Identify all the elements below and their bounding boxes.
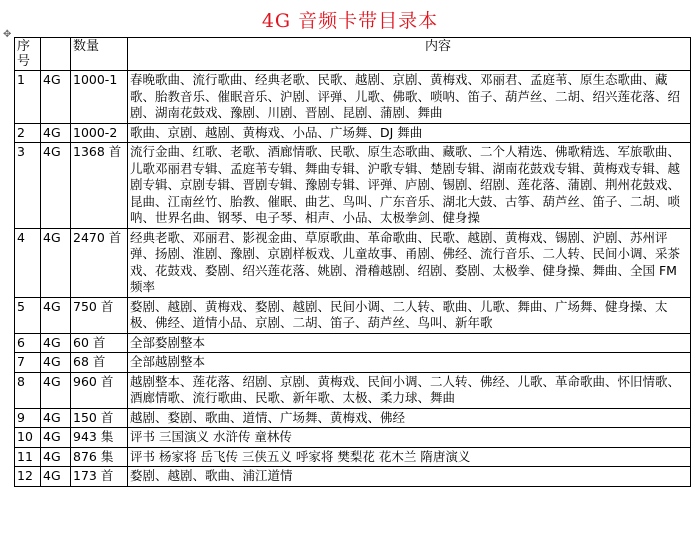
cell-type: 4G (41, 123, 71, 143)
table-header-row (15, 38, 691, 71)
cell-count: 2470 首 (71, 228, 128, 297)
cell-count: 60 首 (71, 333, 128, 353)
table-row (15, 71, 691, 124)
table-move-handle-icon[interactable]: ✥ (3, 29, 12, 40)
header-content: 内容 (128, 38, 691, 71)
cell-count: 943 集 (71, 428, 128, 448)
cell-number: 9 (15, 408, 41, 428)
cell-type: 4G (41, 353, 71, 373)
cell-number: 3 (15, 143, 41, 229)
cell-type: 4G (41, 297, 71, 333)
table-row (15, 123, 691, 143)
cell-content: 评书 杨家将 岳飞传 三侠五义 呼家将 樊梨花 花木兰 隋唐演义 (128, 447, 691, 467)
cell-type: 4G (41, 228, 71, 297)
cell-number: 11 (15, 447, 41, 467)
cell-number: 8 (15, 372, 41, 408)
cell-count: 173 首 (71, 467, 128, 487)
table-row (15, 353, 691, 373)
cell-count: 750 首 (71, 297, 128, 333)
cell-number: 4 (15, 228, 41, 297)
cell-content: 婺剧、越剧、歌曲、浦江道情 (128, 467, 691, 487)
cell-content: 流行金曲、红歌、老歌、酒廊情歌、民歌、原生态歌曲、藏歌、二个人精选、佛歌精选、军旅歌曲、儿歌邓丽君专辑、孟庭苇专辑、舞曲专辑、沪歌专辑、楚剧专辑、湖南花鼓戏专辑、黄梅戏专辑、越剧专辑、京剧专辑、晋剧专辑、豫剧专辑、评弹、庐剧、锡剧、绍剧、莲花落、蒲剧、荆州花鼓戏、昆曲、江南丝竹、胎教、催眠、曲艺、鸟叫、广东音乐、湖北大鼓、古筝、葫芦丝、笛子、二胡、唢呐、世界名曲、钢琴、电子琴、相声、小品、太极拳剑、健身操 (128, 143, 691, 229)
cell-content: 越剧整本、莲花落、绍剧、京剧、黄梅戏、民间小调、二人转、佛经、儿歌、革命歌曲、怀旧情歌、酒廊情歌、流行歌曲、民歌、新年歌、太极、柔力球、舞曲 (128, 372, 691, 408)
cell-type: 4G (41, 143, 71, 229)
table-row (15, 467, 691, 487)
cell-type: 4G (41, 467, 71, 487)
cell-number: 12 (15, 467, 41, 487)
cell-number: 7 (15, 353, 41, 373)
cell-type: 4G (41, 333, 71, 353)
table-row (15, 408, 691, 428)
cell-content: 越剧、婺剧、歌曲、道情、广场舞、黄梅戏、佛经 (128, 408, 691, 428)
header-index: 序号 (15, 38, 41, 71)
table-row (15, 228, 691, 297)
cell-content: 婺剧、越剧、黄梅戏、婺剧、越剧、民间小调、二人转、歌曲、儿歌、舞曲、广场舞、健身操、太极、佛经、道情小品、京剧、二胡、笛子、葫芦丝、鸟叫、新年歌 (128, 297, 691, 333)
cell-number: 5 (15, 297, 41, 333)
cell-type: 4G (41, 408, 71, 428)
header-type (41, 38, 71, 71)
cell-content: 歌曲、京剧、越剧、黄梅戏、小品、广场舞、DJ 舞曲 (128, 123, 691, 143)
cell-count: 876 集 (71, 447, 128, 467)
cell-content: 全部婺剧整本 (128, 333, 691, 353)
cell-number: 1 (15, 71, 41, 124)
header-count: 数量 (71, 38, 128, 71)
cell-content: 经典老歌、邓丽君、影视金曲、草原歌曲、革命歌曲、民歌、越剧、黄梅戏、锡剧、沪剧、苏州评弹、扬剧、淮剧、豫剧、京剧样板戏、儿童故事、甬剧、佛经、流行音乐、二人转、民间小调、采茶戏、花鼓戏、婺剧、绍兴莲花落、姚剧、滑稽越剧、绍剧、婺剧、太极拳、健身操、舞曲、全国 FM 频率 (128, 228, 691, 297)
table-row (15, 428, 691, 448)
cell-content: 全部越剧整本 (128, 353, 691, 373)
cell-content: 评书 三国演义 水浒传 童林传 (128, 428, 691, 448)
table-row (15, 372, 691, 408)
cell-type: 4G (41, 428, 71, 448)
table-row (15, 297, 691, 333)
cell-type: 4G (41, 71, 71, 124)
catalog-table (14, 37, 691, 487)
cell-number: 6 (15, 333, 41, 353)
cell-count: 960 首 (71, 372, 128, 408)
table-row (15, 333, 691, 353)
cell-number: 2 (15, 123, 41, 143)
cell-count: 150 首 (71, 408, 128, 428)
cell-count: 1368 首 (71, 143, 128, 229)
document-title: 4G 音频卡带目录本 (261, 10, 439, 32)
cell-content: 春晚歌曲、流行歌曲、经典老歌、民歌、越剧、京剧、黄梅戏、邓丽君、孟庭苇、原生态歌曲、藏歌、胎教音乐、催眠音乐、沪剧、评弹、儿歌、佛歌、唢呐、笛子、葫芦丝、二胡、绍兴莲花落、绍剧、湖南花鼓戏、豫剧、川剧、晋剧、昆剧、蒲剧、舞曲 (128, 71, 691, 124)
cell-type: 4G (41, 447, 71, 467)
cell-type: 4G (41, 372, 71, 408)
table-row (15, 143, 691, 229)
table-row (15, 447, 691, 467)
cell-count: 1000-2 (71, 123, 128, 143)
cell-number: 10 (15, 428, 41, 448)
cell-count: 68 首 (71, 353, 128, 373)
cell-count: 1000-1 (71, 71, 128, 124)
